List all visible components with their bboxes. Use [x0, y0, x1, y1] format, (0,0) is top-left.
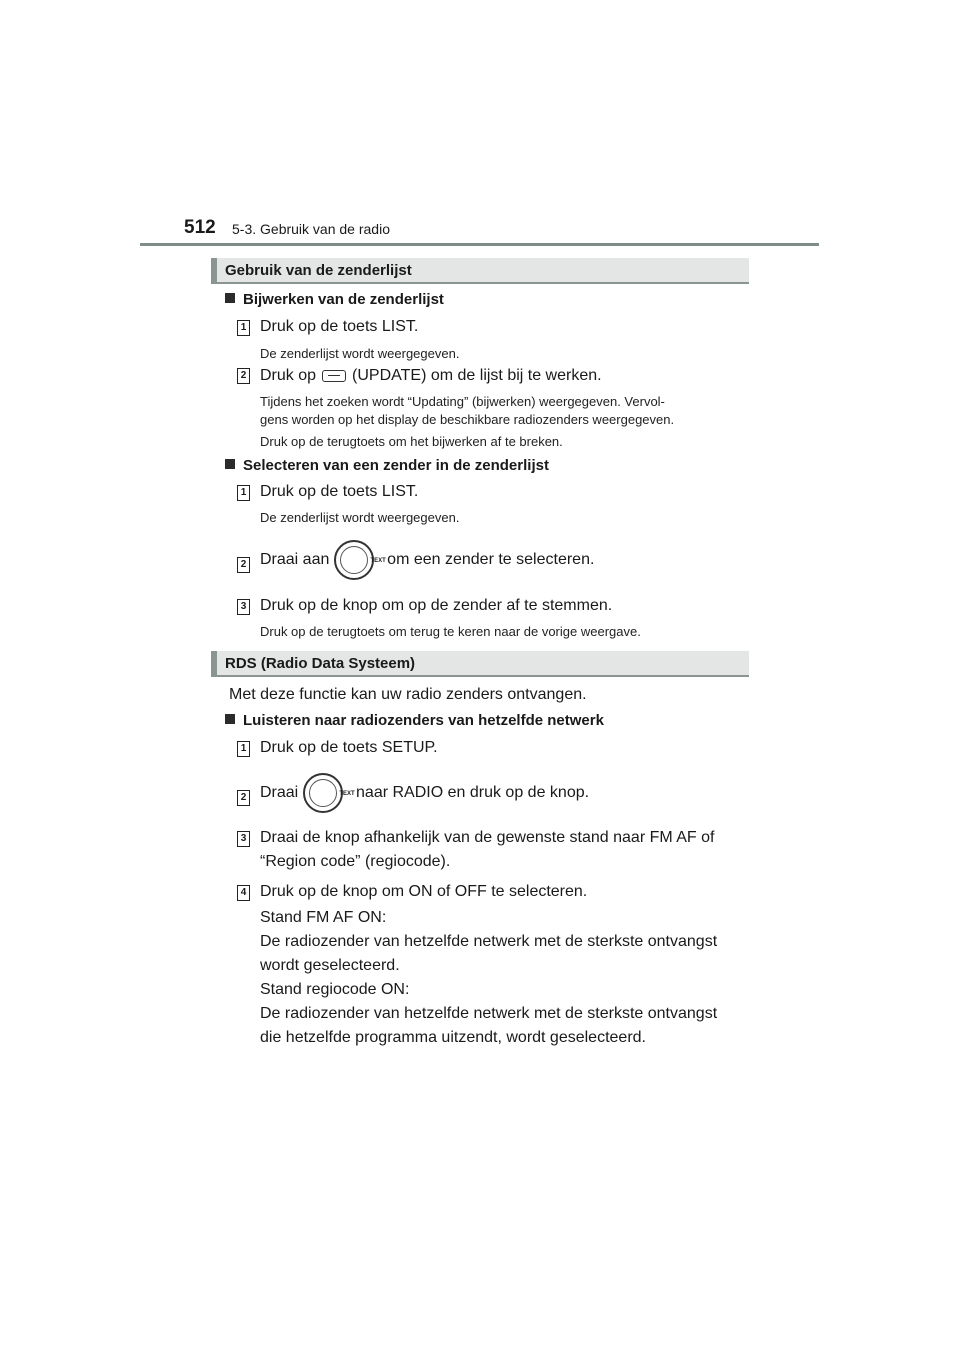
section-title: Gebruik van de zenderlijst: [225, 262, 412, 279]
update-button-icon: [322, 370, 346, 382]
step-number: 4: [237, 885, 250, 901]
step-text: Druk op (UPDATE) om de lijst bij te werken.: [260, 367, 602, 384]
square-bullet-icon: [225, 293, 235, 303]
step-number: 3: [237, 599, 250, 615]
step-number: 2: [237, 368, 250, 384]
fm-af-description: Stand FM AF ON: De radiozender van hetzelfde netwerk met de sterkste ontvangst wordt geselecteerd.: [260, 909, 718, 974]
section-heading-station-list: [211, 258, 749, 284]
step-text: Druk op de toets SETUP.: [260, 739, 438, 756]
step-text: Draai TEXT naar RADIO en druk op de knop.: [260, 769, 589, 817]
page-number: 512: [184, 217, 216, 238]
subheading-same-network: Luisteren naar radiozenders van hetzelfde netwerk: [225, 712, 604, 729]
step-number: 1: [237, 320, 250, 336]
header-rule: [140, 243, 819, 246]
step-number: 3: [237, 831, 250, 847]
step-text: Druk op de knop om op de zender af te stemmen.: [260, 597, 613, 614]
subheading-select-station: Selecteren van een zender in de zenderlijst: [225, 457, 549, 474]
step-number: 2: [237, 557, 250, 573]
step-note: Tijdens het zoeken wordt “Updating” (bijwerken) weergegeven. Vervol-: [260, 394, 665, 409]
step-text: Druk op de toets LIST.: [260, 318, 419, 335]
step-text: Draai de knop afhankelijk van de gewenste stand naar FM AF of “Region code” (regiocode).: [260, 829, 715, 870]
section-heading-rds: [211, 651, 749, 677]
section-title: RDS (Radio Data Systeem): [225, 655, 416, 672]
step-number: 2: [237, 790, 250, 806]
square-bullet-icon: [225, 459, 235, 469]
running-header: 5-3. Gebruik van de radio: [232, 221, 390, 237]
knob-icon: TEXT: [303, 773, 343, 813]
subheading-update-list: Bijwerken van de zenderlijst: [225, 291, 444, 308]
knob-icon: TEXT: [334, 540, 374, 580]
step-text: Druk op de knop om ON of OFF te selecteren.: [260, 883, 588, 900]
step-note: gens worden op het display de beschikbare radiozenders weergegeven.: [260, 412, 675, 427]
step-note: De zenderlijst wordt weergegeven.: [260, 346, 460, 361]
step-note: De zenderlijst wordt weergegeven.: [260, 510, 460, 525]
step-text: Druk op de toets LIST.: [260, 483, 419, 500]
square-bullet-icon: [225, 714, 235, 724]
step-text: Draai aan TEXT om een zender te selecteren.: [260, 536, 594, 584]
step-number: 1: [237, 741, 250, 757]
region-code-description: Stand regiocode ON: De radiozender van hetzelfde netwerk met de sterkste ontvangst die hetzelfde programma uitzendt, wordt geselecteerd.: [260, 981, 718, 1046]
body-text: Met deze functie kan uw radio zenders ontvangen.: [229, 686, 587, 703]
step-number: 1: [237, 485, 250, 501]
step-note: Druk op de terugtoets om het bijwerken af te breken.: [260, 434, 563, 449]
step-note: Druk op de terugtoets om terug te keren naar de vorige weergave.: [260, 624, 641, 639]
